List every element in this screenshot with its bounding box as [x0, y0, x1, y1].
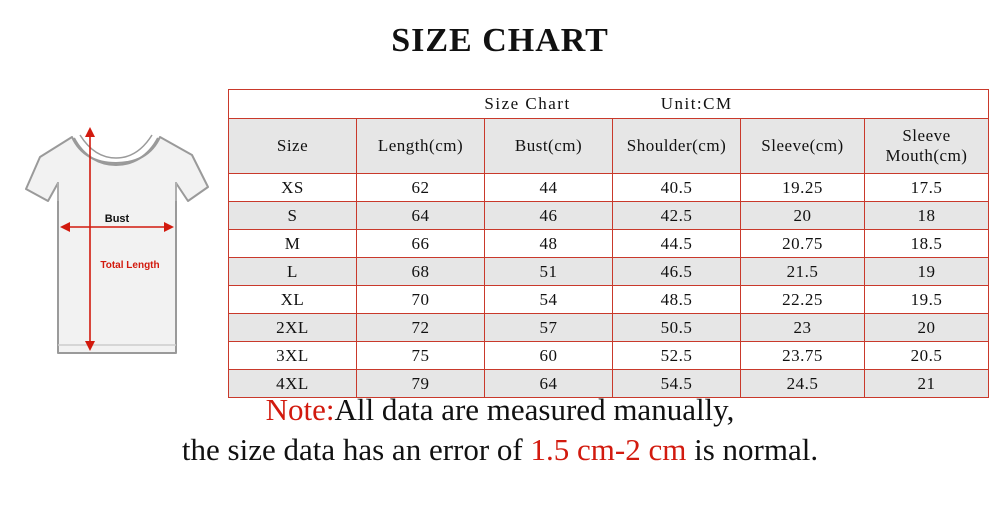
note-line-2	[0, 430, 1000, 470]
caption-left: Size Chart	[484, 94, 571, 113]
cell-length: 66	[357, 230, 485, 258]
caption-right: Unit:CM	[660, 94, 733, 113]
cell-shoulder: 42.5	[613, 202, 741, 230]
cell-bust: 46	[485, 202, 613, 230]
cell-sleeve: 19.25	[741, 174, 865, 202]
table-row	[229, 342, 989, 370]
cell-size: 3XL	[229, 342, 357, 370]
svg-text:Bust: Bust	[104, 213, 130, 225]
note-block	[0, 390, 1000, 469]
sleeve-mouth-line2: Mouth(cm)	[885, 146, 968, 165]
cell-bust: 60	[485, 342, 613, 370]
table-caption-row	[229, 90, 989, 119]
cell-length: 70	[357, 286, 485, 314]
note-line-2-pre: the size data has an error of	[181, 431, 531, 467]
column-header-shoulder: Shoulder(cm)	[613, 119, 741, 174]
column-header-sleeve-mouth	[865, 119, 989, 174]
table-row	[229, 258, 989, 286]
table-row	[229, 314, 989, 342]
cell-sleeve: 20	[741, 202, 865, 230]
cell-length: 79	[357, 370, 485, 398]
cell-size: XS	[229, 174, 357, 202]
cell-shoulder: 40.5	[613, 174, 741, 202]
cell-bust: 44	[485, 174, 613, 202]
cell-size: L	[229, 258, 357, 286]
cell-size: 4XL	[229, 370, 357, 398]
cell-size: XL	[229, 286, 357, 314]
note-label: Note:	[265, 392, 335, 427]
cell-shoulder: 48.5	[613, 286, 741, 314]
table-row	[229, 174, 989, 202]
cell-size: S	[229, 202, 357, 230]
cell-bust: 48	[485, 230, 613, 258]
cell-length: 72	[357, 314, 485, 342]
note-line-1	[0, 390, 1000, 430]
column-header-length: Length(cm)	[357, 119, 485, 174]
cell-length: 64	[357, 202, 485, 230]
cell-sleeve-mouth: 19	[865, 258, 989, 286]
cell-shoulder: 46.5	[613, 258, 741, 286]
cell-bust: 51	[485, 258, 613, 286]
cell-shoulder: 52.5	[613, 342, 741, 370]
cell-size: 2XL	[229, 314, 357, 342]
cell-sleeve-mouth: 18	[865, 202, 989, 230]
cell-bust: 57	[485, 314, 613, 342]
table-row	[229, 286, 989, 314]
cell-sleeve: 23.75	[741, 342, 865, 370]
cell-length: 62	[357, 174, 485, 202]
cell-size: M	[229, 230, 357, 258]
column-header-sleeve: Sleeve(cm)	[741, 119, 865, 174]
size-chart-table-container	[228, 89, 988, 398]
note-tolerance-value: 1.5 cm-2 cm	[530, 431, 687, 467]
cell-shoulder: 44.5	[613, 230, 741, 258]
cell-sleeve-mouth: 17.5	[865, 174, 989, 202]
cell-sleeve-mouth: 18.5	[865, 230, 989, 258]
note-line-1-text: All data are measured manually,	[334, 392, 735, 427]
cell-length: 68	[357, 258, 485, 286]
page-title: SIZE CHART	[391, 22, 609, 59]
cell-sleeve-mouth: 20	[865, 314, 989, 342]
cell-length: 75	[357, 342, 485, 370]
cell-sleeve: 21.5	[741, 258, 865, 286]
cell-sleeve: 24.5	[741, 370, 865, 398]
cell-sleeve: 23	[741, 314, 865, 342]
cell-sleeve: 22.25	[741, 286, 865, 314]
cell-bust: 64	[485, 370, 613, 398]
sleeve-mouth-line1: Sleeve	[902, 126, 951, 146]
cell-shoulder: 54.5	[613, 370, 741, 398]
cell-shoulder: 50.5	[613, 314, 741, 342]
table-row	[229, 202, 989, 230]
table-caption-cell	[229, 90, 989, 119]
note-line-2-post: is normal.	[686, 431, 819, 467]
column-header-size: Size	[229, 119, 357, 174]
table-row	[229, 230, 989, 258]
cell-sleeve-mouth: 20.5	[865, 342, 989, 370]
cell-bust: 54	[485, 286, 613, 314]
size-chart-table	[228, 89, 989, 398]
cell-sleeve: 20.75	[741, 230, 865, 258]
svg-text:Total Length: Total Length	[100, 260, 160, 271]
tshirt-measurement-diagram	[12, 105, 222, 370]
column-header-bust: Bust(cm)	[485, 119, 613, 174]
cell-sleeve-mouth: 19.5	[865, 286, 989, 314]
cell-sleeve-mouth: 21	[865, 370, 989, 398]
table-header-row	[229, 119, 989, 174]
